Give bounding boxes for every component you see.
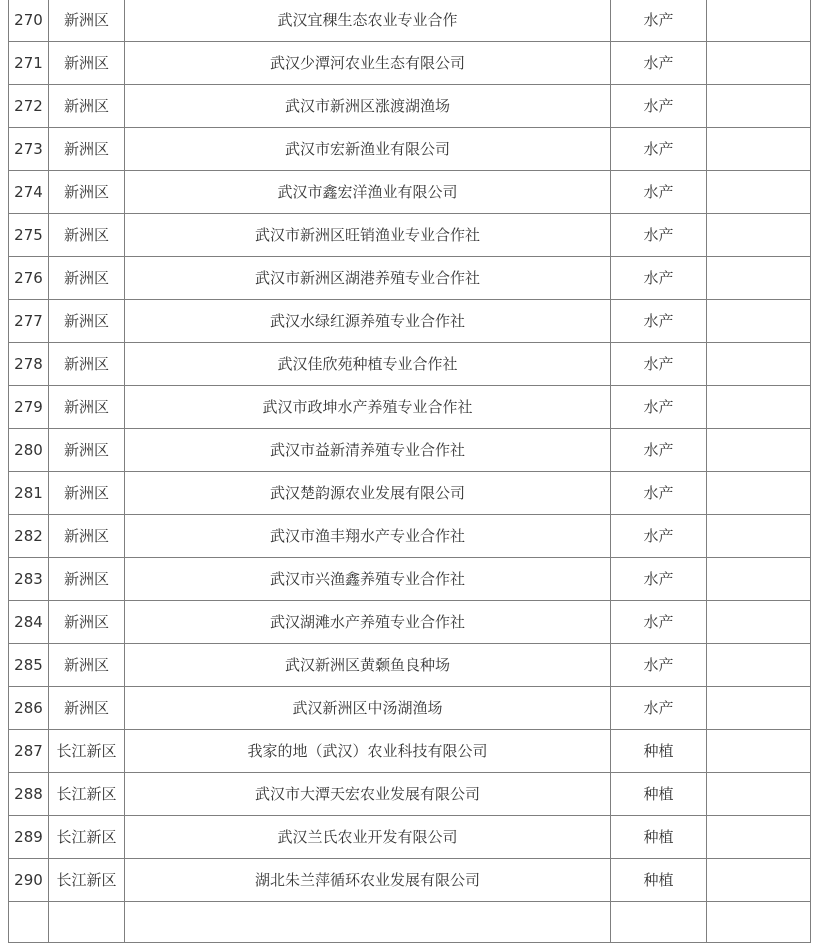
table-row	[9, 687, 811, 730]
category-cell: 水产	[611, 214, 707, 257]
empty-cell	[49, 902, 125, 943]
district-cell: 新洲区	[49, 472, 125, 515]
category-cell: 水产	[611, 687, 707, 730]
row-number-cell: 270	[9, 0, 49, 42]
category-cell: 水产	[611, 558, 707, 601]
row-number-cell: 275	[9, 214, 49, 257]
category-cell: 水产	[611, 257, 707, 300]
district-cell: 长江新区	[49, 730, 125, 773]
empty-cell	[707, 558, 811, 601]
table-row	[9, 300, 811, 343]
empty-cell	[707, 472, 811, 515]
category-cell: 水产	[611, 128, 707, 171]
category-cell: 水产	[611, 343, 707, 386]
empty-cell	[707, 343, 811, 386]
empty-cell	[707, 257, 811, 300]
table-row	[9, 601, 811, 644]
empty-cell	[707, 386, 811, 429]
empty-cell	[611, 902, 707, 943]
district-cell: 新洲区	[49, 558, 125, 601]
organization-name-cell: 武汉市政坤水产养殖专业合作社	[125, 386, 611, 429]
organization-name-cell: 武汉市新洲区旺销渔业专业合作社	[125, 214, 611, 257]
district-cell: 新洲区	[49, 601, 125, 644]
empty-cell	[707, 644, 811, 687]
district-cell: 新洲区	[49, 343, 125, 386]
empty-cell	[707, 730, 811, 773]
organization-name-cell: 武汉市大潭天宏农业发展有限公司	[125, 773, 611, 816]
row-number-cell: 273	[9, 128, 49, 171]
empty-cell	[707, 773, 811, 816]
category-cell: 水产	[611, 0, 707, 42]
district-cell: 新洲区	[49, 300, 125, 343]
district-cell: 新洲区	[49, 644, 125, 687]
table-row	[9, 85, 811, 128]
organization-name-cell: 武汉新洲区中汤湖渔场	[125, 687, 611, 730]
organization-name-cell: 武汉市益新清养殖专业合作社	[125, 429, 611, 472]
category-cell: 种植	[611, 730, 707, 773]
row-number-cell: 280	[9, 429, 49, 472]
data-table	[8, 0, 811, 943]
empty-cell	[707, 902, 811, 943]
organization-name-cell: 武汉市新洲区涨渡湖渔场	[125, 85, 611, 128]
empty-cell	[9, 902, 49, 943]
row-number-cell: 286	[9, 687, 49, 730]
organization-name-cell: 武汉佳欣苑种植专业合作社	[125, 343, 611, 386]
empty-cell	[125, 902, 611, 943]
row-number-cell: 283	[9, 558, 49, 601]
organization-name-cell: 武汉楚韵源农业发展有限公司	[125, 472, 611, 515]
table-row	[9, 343, 811, 386]
district-cell: 新洲区	[49, 214, 125, 257]
row-number-cell: 278	[9, 343, 49, 386]
district-cell: 新洲区	[49, 0, 125, 42]
table-row	[9, 42, 811, 85]
district-cell: 新洲区	[49, 128, 125, 171]
district-cell: 新洲区	[49, 42, 125, 85]
district-cell: 新洲区	[49, 515, 125, 558]
row-number-cell: 290	[9, 859, 49, 902]
empty-cell	[707, 85, 811, 128]
organization-name-cell: 武汉市兴渔鑫养殖专业合作社	[125, 558, 611, 601]
row-number-cell: 287	[9, 730, 49, 773]
district-cell: 新洲区	[49, 257, 125, 300]
category-cell: 水产	[611, 42, 707, 85]
table-row	[9, 429, 811, 472]
row-number-cell: 274	[9, 171, 49, 214]
empty-cell	[707, 515, 811, 558]
organization-name-cell: 武汉市新洲区湖港养殖专业合作社	[125, 257, 611, 300]
table-row	[9, 257, 811, 300]
empty-cell	[707, 300, 811, 343]
organization-name-cell: 武汉水绿红源养殖专业合作社	[125, 300, 611, 343]
category-cell: 水产	[611, 386, 707, 429]
organization-name-cell: 武汉宜稞生态农业专业合作	[125, 0, 611, 42]
empty-cell	[707, 601, 811, 644]
category-cell: 种植	[611, 773, 707, 816]
district-cell: 新洲区	[49, 429, 125, 472]
district-cell: 长江新区	[49, 773, 125, 816]
empty-cell	[707, 0, 811, 42]
row-number-cell: 289	[9, 816, 49, 859]
empty-cell	[707, 171, 811, 214]
row-number-cell: 276	[9, 257, 49, 300]
district-cell: 新洲区	[49, 85, 125, 128]
table-row	[9, 730, 811, 773]
category-cell: 水产	[611, 644, 707, 687]
row-number-cell: 279	[9, 386, 49, 429]
table-row	[9, 558, 811, 601]
category-cell: 水产	[611, 601, 707, 644]
organization-name-cell: 武汉湖滩水产养殖专业合作社	[125, 601, 611, 644]
organization-name-cell: 武汉兰氏农业开发有限公司	[125, 816, 611, 859]
district-cell: 新洲区	[49, 386, 125, 429]
category-cell: 种植	[611, 816, 707, 859]
table-row	[9, 859, 811, 902]
empty-cell	[707, 128, 811, 171]
table-row	[9, 515, 811, 558]
row-number-cell: 284	[9, 601, 49, 644]
row-number-cell: 271	[9, 42, 49, 85]
category-cell: 水产	[611, 515, 707, 558]
organization-name-cell: 湖北朱兰萍循环农业发展有限公司	[125, 859, 611, 902]
empty-cell	[707, 429, 811, 472]
table-row	[9, 472, 811, 515]
district-cell: 新洲区	[49, 171, 125, 214]
row-number-cell: 288	[9, 773, 49, 816]
row-number-cell: 285	[9, 644, 49, 687]
organization-name-cell: 武汉新洲区黄颡鱼良种场	[125, 644, 611, 687]
table-row	[9, 214, 811, 257]
empty-cell	[707, 816, 811, 859]
row-number-cell: 277	[9, 300, 49, 343]
table-row	[9, 773, 811, 816]
empty-cell	[707, 859, 811, 902]
table-body	[9, 0, 811, 943]
organization-name-cell: 武汉市鑫宏洋渔业有限公司	[125, 171, 611, 214]
table-row	[9, 386, 811, 429]
organization-name-cell: 武汉市宏新渔业有限公司	[125, 128, 611, 171]
category-cell: 水产	[611, 300, 707, 343]
table-row-partial	[9, 902, 811, 943]
district-cell: 新洲区	[49, 687, 125, 730]
organization-name-cell: 武汉少潭河农业生态有限公司	[125, 42, 611, 85]
row-number-cell: 272	[9, 85, 49, 128]
category-cell: 水产	[611, 472, 707, 515]
table-row	[9, 0, 811, 42]
empty-cell	[707, 42, 811, 85]
organization-name-cell: 武汉市渔丰翔水产专业合作社	[125, 515, 611, 558]
table-row	[9, 816, 811, 859]
category-cell: 种植	[611, 859, 707, 902]
district-cell: 长江新区	[49, 859, 125, 902]
district-cell: 长江新区	[49, 816, 125, 859]
empty-cell	[707, 214, 811, 257]
row-number-cell: 281	[9, 472, 49, 515]
empty-cell	[707, 687, 811, 730]
table-row	[9, 644, 811, 687]
category-cell: 水产	[611, 85, 707, 128]
category-cell: 水产	[611, 429, 707, 472]
row-number-cell: 282	[9, 515, 49, 558]
table-row	[9, 128, 811, 171]
organization-name-cell: 我家的地（武汉）农业科技有限公司	[125, 730, 611, 773]
table-row	[9, 171, 811, 214]
category-cell: 水产	[611, 171, 707, 214]
